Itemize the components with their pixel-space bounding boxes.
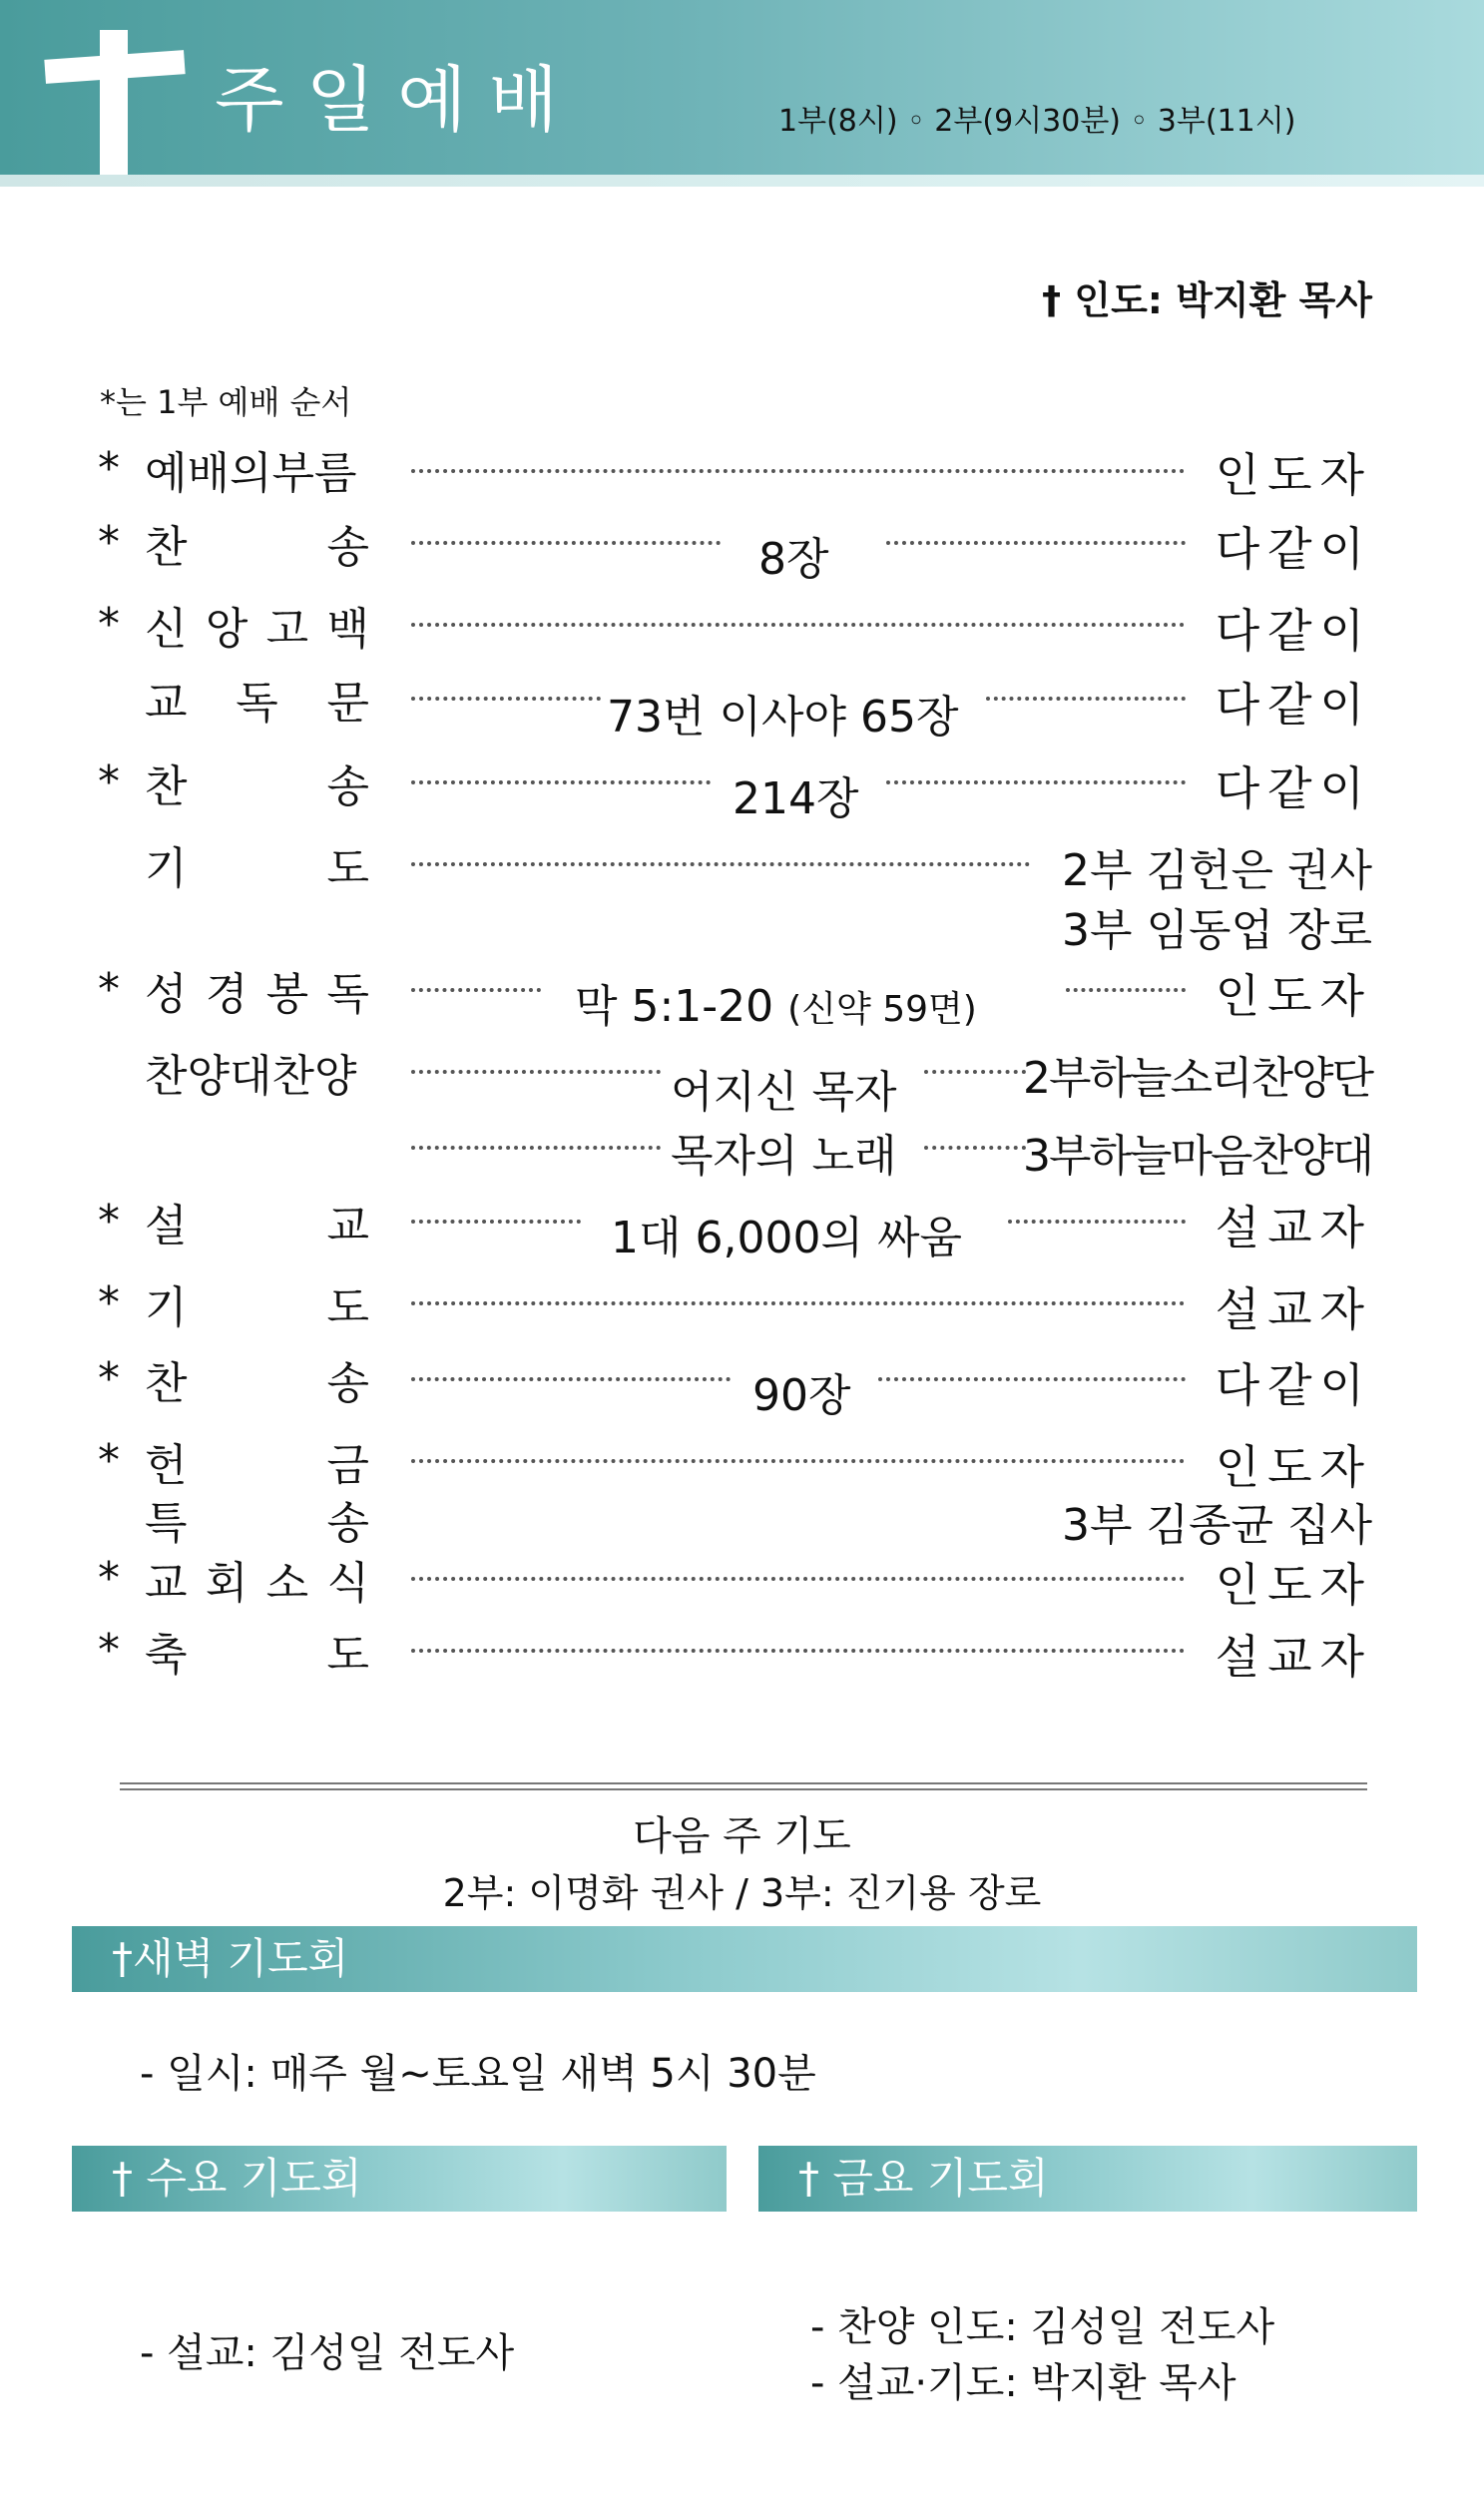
leader-dots [986, 697, 1186, 701]
friday-prayer-header: † 금요 기도회 [758, 2146, 1417, 2212]
leader-dots [886, 541, 1186, 545]
order-item-name: 찬양대찬양 [145, 1051, 357, 1102]
order-item-role: 2부하늘소리찬양단 [1022, 1053, 1372, 1104]
first-service-mark: * [98, 1625, 120, 1676]
order-item-name: 예배의부름 [145, 448, 357, 499]
leader-dots [411, 541, 721, 545]
order-row-prayer-2 [0, 1271, 1484, 1336]
leader-dots [411, 862, 1030, 866]
first-service-mark: * [98, 1435, 120, 1486]
first-service-mark: * [98, 1196, 120, 1247]
order-item-name: 신 앙 고 백 [145, 604, 369, 655]
leader-dots [1066, 988, 1186, 992]
first-service-mark: * [98, 443, 120, 494]
order-item-role: 2부 김헌은 권사 [1062, 845, 1372, 896]
order-item-role: 다같이 [1215, 604, 1372, 658]
order-item-name: 헌 금 [145, 1440, 369, 1491]
order-item-role: 다같이 [1215, 761, 1372, 815]
order-row-offering [0, 1429, 1484, 1494]
order-item-detail: 8장 [758, 534, 829, 585]
leader-dots [878, 1377, 1186, 1381]
order-item-role: 인도자 [1215, 969, 1372, 1023]
leader-dots [411, 469, 1185, 473]
leader-dots [886, 780, 1186, 784]
order-item-detail: 90장 [752, 1370, 851, 1421]
order-item-role: 인도자 [1215, 448, 1372, 502]
order-item-role: 3부하늘마음찬양대 [1022, 1131, 1372, 1182]
order-item-detail: 214장 [733, 773, 859, 824]
order-note: *는 1부 예배 순서 [100, 383, 352, 421]
leader-dots [411, 988, 541, 992]
order-row-prayer [0, 832, 1484, 956]
first-service-mark: * [98, 1353, 120, 1404]
leader-dots [924, 1146, 1026, 1150]
header-banner [0, 0, 1484, 175]
order-row-choir-2 [0, 1120, 1484, 1180]
order-item-name: 찬 송 [145, 522, 369, 573]
leader-dots [411, 1220, 581, 1224]
order-item-role: 설교자 [1215, 1201, 1372, 1254]
order-row-call-to-worship [0, 437, 1484, 502]
order-item-name: 교 회 소 식 [145, 1558, 369, 1609]
first-service-mark: * [98, 756, 120, 807]
leader-dots [411, 1377, 731, 1381]
next-week-prayers: 2부: 이명화 권사 / 3부: 진기용 장로 [442, 1871, 1042, 1915]
order-item-detail: 1대 6,000의 싸움 [611, 1213, 962, 1263]
order-item-name: 찬 송 [145, 1358, 369, 1409]
order-item-name: 성 경 봉 독 [145, 969, 369, 1020]
order-item-name: 찬 송 [145, 761, 369, 812]
friday-worship-leader: - 찬양 인도: 김성일 전도사 [810, 2304, 1275, 2350]
order-item-detail: 막 5:1-20 (신약 59면) [575, 981, 977, 1032]
leader-dots [411, 1146, 661, 1150]
order-row-hymn-3 [0, 1347, 1484, 1421]
order-item-role: 설교자 [1215, 1282, 1372, 1336]
first-service-mark: * [98, 1553, 120, 1604]
leader-dots [411, 1459, 1185, 1463]
order-row-hymn-1 [0, 511, 1484, 585]
order-item-role: 3부 김종균 집사 [1062, 1500, 1372, 1551]
service-times: 1부(8시) ◦ 2부(9시30분) ◦ 3부(11시) [778, 104, 1296, 139]
order-row-choir-1 [0, 1040, 1484, 1118]
friday-preacher: - 설교·기도: 박지환 목사 [810, 2360, 1237, 2406]
first-service-mark: * [98, 517, 120, 568]
next-week-title: 다음 주 기도 [633, 1813, 851, 1859]
wednesday-preacher: - 설교: 김성일 전도사 [140, 2330, 515, 2376]
order-item-name: 기 도 [145, 843, 369, 894]
scripture-page: (신약 59면) [787, 989, 977, 1030]
order-item-role: 설교자 [1215, 1630, 1372, 1684]
header-stripe [0, 175, 1484, 187]
first-service-mark: * [98, 599, 120, 650]
order-item-role: 다같이 [1215, 678, 1372, 732]
order-item-name: 설 교 [145, 1201, 369, 1251]
order-item-role: 다같이 [1215, 1358, 1372, 1412]
order-row-creed [0, 593, 1484, 658]
leader-dots [411, 1577, 1185, 1581]
first-service-mark: * [98, 1277, 120, 1328]
order-row-sermon [0, 1190, 1484, 1263]
leader-dots [924, 1070, 1026, 1074]
order-row-announcements [0, 1547, 1484, 1612]
order-item-detail: 73번 이사야 65장 [607, 692, 959, 743]
leader-dots [411, 697, 601, 701]
order-item-name: 교 독 문 [145, 678, 369, 729]
order-row-special-song [0, 1487, 1484, 1551]
page-title: 주일예배 [215, 58, 581, 142]
dawn-prayer-header: †새벽 기도회 [72, 1926, 1417, 1992]
order-item-name: 기 도 [145, 1282, 369, 1333]
section-divider [120, 1788, 1367, 1790]
leader-dots [411, 1649, 1185, 1653]
dawn-prayer-time: - 일시: 매주 월~토요일 새벽 5시 30분 [140, 2051, 816, 2097]
worship-leader: † 인도: 박지환 목사 [1042, 278, 1372, 322]
order-row-hymn-2 [0, 750, 1484, 824]
order-item-name: 축 도 [145, 1630, 369, 1681]
first-service-mark: * [98, 964, 120, 1015]
order-row-scripture [0, 958, 1484, 1032]
order-item-role: 다같이 [1215, 522, 1372, 576]
order-item-role-2: 3부 임동업 장로 [1062, 905, 1372, 956]
order-item-detail: 목자의 노래 [671, 1131, 897, 1182]
order-item-name: 특 송 [145, 1498, 369, 1549]
order-item-detail: 어지신 목자 [671, 1067, 897, 1118]
cross-icon [100, 30, 128, 190]
leader-dots [411, 623, 1185, 627]
order-item-role: 인도자 [1215, 1440, 1372, 1494]
section-divider [120, 1782, 1367, 1784]
order-row-responsive-reading [0, 667, 1484, 743]
wednesday-prayer-header: † 수요 기도회 [72, 2146, 727, 2212]
leader-dots [411, 1301, 1185, 1305]
leader-dots [411, 1070, 661, 1074]
leader-dots [1008, 1220, 1186, 1224]
order-item-role: 인도자 [1215, 1558, 1372, 1612]
leader-dots [411, 780, 711, 784]
order-row-benediction [0, 1619, 1484, 1684]
